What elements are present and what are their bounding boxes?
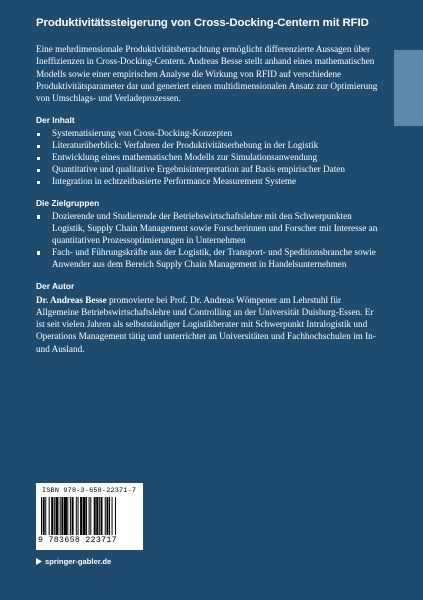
barcode-bar	[115, 497, 116, 535]
list-item: Fach- und Führungskräfte aus der Logistik, der Transport- und Speditionsbranche sowie Anwender aus dem Bereich Supply Chain Management in Handelsunternehmen	[36, 247, 382, 271]
barcode-bar	[51, 497, 53, 535]
barcode-bar	[55, 497, 58, 535]
publisher-link[interactable]	[36, 557, 111, 566]
barcode-bar	[83, 497, 86, 535]
color-tab	[394, 50, 423, 126]
inhalt-list	[36, 128, 382, 188]
barcode-bar	[43, 497, 45, 535]
barcode-bar	[105, 497, 106, 535]
author-bio-text: promovierte bei Prof. Dr. Andreas Wömpener am Lehrstuhl für Allgemeine Betriebswirtschaftslehre und Controlling an der Universität Duisburg-Essen. Er ist seit vielen Jahren als selbstständiger Logistikberater mit Schwerpunkt Intralogistik und Operations Management tätig und unterrichtet an Universitäten und Fachhochschulen im In- und Ausland.	[36, 294, 376, 354]
barcode-bar	[80, 497, 82, 535]
barcode-bar	[112, 497, 113, 535]
barcode-bar	[54, 497, 55, 535]
isbn-barcode	[36, 483, 143, 550]
isbn-label: ISBN 978-3-658-22371-7	[42, 487, 137, 495]
arrow-right-icon	[36, 558, 42, 565]
book-title: Produktivitätssteigerung von Cross-Docking-Centern mit RFID	[36, 17, 369, 29]
barcode-bar	[41, 497, 42, 535]
barcode-bar	[99, 497, 100, 535]
barcode-bar	[106, 497, 108, 535]
barcode-bars	[41, 497, 138, 535]
barcode-bar	[45, 497, 46, 535]
cover-text	[36, 17, 382, 355]
barcode-bar	[89, 497, 90, 535]
barcode-bar	[60, 497, 61, 535]
barcode-bar	[64, 497, 67, 535]
author-name: Dr. Andreas Besse	[36, 294, 107, 305]
intro-paragraph: Eine mehrdimensionale Produktivitätsbetrachtung ermöglicht differenzierte Aussagen über Ineffizienzen in Cross-Docking-Centern. Andreas Besse stellt anhand eines mathematischen Modells sowie einer empirischen Analyse die Wirkung von RFID auf verschiedene Produktivitätsparameter dar und generiert einen multidimensionalen Ansatz zur Optimierung von Umschlags- und Verladeprozessen.	[36, 44, 378, 104]
barcode-bar	[76, 497, 77, 535]
barcode-bar	[61, 497, 63, 535]
list-item: Quantitative und qualitative Ergebnisinterpretation auf Basis empirischer Daten	[36, 164, 382, 176]
zielgruppen-list	[36, 211, 382, 271]
list-item: Systematisierung von Cross-Docking-Konzepten	[36, 128, 382, 140]
barcode-bar	[90, 497, 91, 535]
list-item: Entwicklung eines mathematischen Modells zur Simulationsanwendung	[36, 152, 382, 164]
list-item: Dozierende und Studierende der Betriebswirtschaftslehre mit den Schwerpunkten Logistik, Supply Chain Management sowie Forscherinnen und Forscher mit Interesse an quantitativen Prozessoptimierungen in Unternehmen	[36, 211, 382, 247]
barcode-bar	[72, 497, 74, 535]
barcode-bar	[67, 497, 68, 535]
barcode-bar	[86, 497, 87, 535]
list-item: Literaturüberblick: Verfahren der Produktivitätserhebung in der Logistik	[36, 140, 382, 152]
inhalt-heading: Der Inhalt	[36, 115, 75, 126]
barcode-digits: 9 783658 223717	[38, 536, 117, 545]
barcode-bar	[78, 497, 79, 535]
autor-heading: Der Autor	[36, 280, 75, 291]
list-item: Integration in echtzeitbasierte Performance Measurement Systeme	[36, 176, 382, 188]
barcode-bar	[70, 497, 71, 535]
barcode-bar	[96, 497, 98, 535]
author-bio	[36, 294, 382, 355]
barcode-bar	[101, 497, 103, 535]
barcode-bar	[109, 497, 110, 535]
barcode-bar	[94, 497, 96, 535]
zielgruppen-heading: Die Zielgruppen	[36, 198, 100, 209]
barcode-bar	[49, 497, 50, 535]
publisher-url: springer-gabler.de	[45, 557, 112, 566]
